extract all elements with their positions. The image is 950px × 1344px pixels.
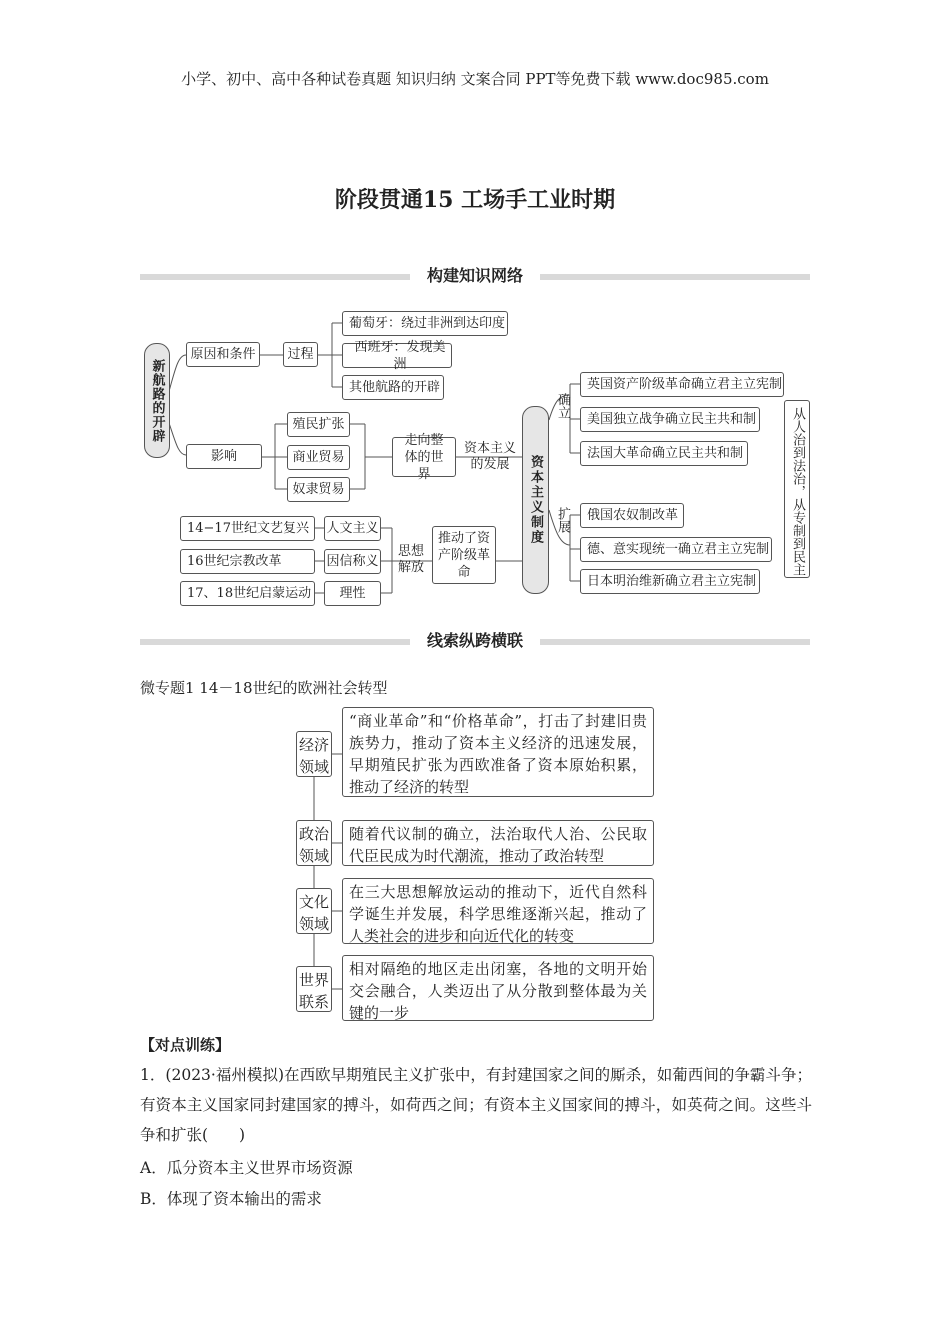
capitalism-development-label: 资本主义的发展 (463, 441, 516, 472)
page-title: 阶段贯通15 工场手工业时期 (334, 187, 616, 213)
reasons-node: 原因和条件 (186, 342, 260, 367)
established-item: 英国资产阶级革命确立君主立宪制 (580, 372, 784, 397)
option-b[interactable]: B．体现了资本输出的需求 (140, 1190, 322, 1208)
topic-label-culture: 文化领域 (296, 888, 332, 934)
impact-node: 影响 (186, 444, 262, 469)
topic-text-economy: “商业革命”和“价格革命”，打击了封建旧贵族势力，推动了资本主义经济的迅速发展，早期殖民扩张为西欧准备了资本原始积累，推动了经济的转型 (342, 707, 654, 797)
expanded-item: 俄国农奴制改革 (580, 503, 684, 528)
section-label: 线索纵跨横联 (410, 631, 540, 651)
liberation-label: 思想解放 (397, 544, 424, 575)
revolution-node: 推动了资产阶级革命 (432, 526, 496, 584)
established-item: 美国独立战争确立民主共和制 (580, 407, 760, 432)
topic-text-world: 相对隔绝的地区走出闭塞，各地的文明开始交会融合，人类迈出了从分散到整体最为关键的一步 (342, 955, 654, 1021)
impact-item-node: 殖民扩张 (287, 412, 350, 437)
expanded-item: 日本明治维新确立君主立宪制 (580, 569, 760, 594)
topic-label-world: 世界联系 (296, 966, 332, 1012)
established-item: 法国大革命确立民主共和制 (580, 441, 748, 466)
renaissance-node: 14−17世纪文艺复兴 (180, 516, 315, 541)
expand-label: 扩展 (555, 507, 570, 533)
reason-node: 理性 (324, 581, 381, 606)
topic-text-culture: 在三大思想解放运动的推动下，近代自然科学诞生并发展，科学思维逐渐兴起，推动了人类社会的进步和向近代化的转变 (342, 878, 654, 944)
impact-item-node: 商业贸易 (287, 445, 350, 470)
impact-item-node: 奴隶贸易 (287, 477, 350, 502)
trend-node: 从人治到法治，从专制到民主 (784, 400, 810, 578)
route-node: 西班牙：发现美洲 (342, 343, 452, 368)
topic-label-economy: 经济领域 (296, 731, 332, 777)
root-node: 新航路的开辟 (144, 343, 170, 458)
enlightenment-node: 17、18世纪启蒙运动 (180, 581, 315, 606)
section-label: 构建知识网络 (410, 266, 540, 286)
reformation-node: 16世纪宗教改革 (180, 549, 315, 574)
topic-title: 微专题1 14－18世纪的欧洲社会转型 (140, 679, 388, 697)
training-heading: 【对点训练】 (140, 1036, 231, 1054)
faith-node: 因信称义 (324, 549, 381, 574)
route-node: 葡萄牙：绕过非洲到达印度 (342, 311, 508, 336)
option-a[interactable]: A．瓜分资本主义世界市场资源 (140, 1159, 353, 1177)
establish-label: 确立 (555, 393, 570, 419)
topic-text-politics: 随着代议制的确立，法治取代人治、公民取代臣民成为时代潮流，推动了政治转型 (342, 820, 654, 866)
humanism-node: 人文主义 (324, 516, 381, 541)
whole-world-node: 走向整体的世界 (392, 437, 456, 477)
route-node: 其他航路的开辟 (342, 375, 444, 400)
question-text: 1．(2023·福州模拟)在西欧早期殖民主义扩张中，有封建国家之间的厮杀，如葡西间的争霸斗争；有资本主义国家同封建国家的搏斗，如荷西之间；有资本主义国家间的搏斗，如英荷之间。这些斗争和扩张( ) (140, 1066, 812, 1144)
expanded-item: 德、意实现统一确立君主立宪制 (580, 537, 772, 562)
topic-label-politics: 政治领域 (296, 820, 332, 866)
capitalist-system-node: 资本主义制度 (522, 406, 549, 594)
page-header: 小学、初中、高中各种试卷真题 知识归纳 文案合同 PPT等免费下载 www.doc985.com (181, 70, 769, 88)
process-node: 过程 (283, 342, 318, 367)
